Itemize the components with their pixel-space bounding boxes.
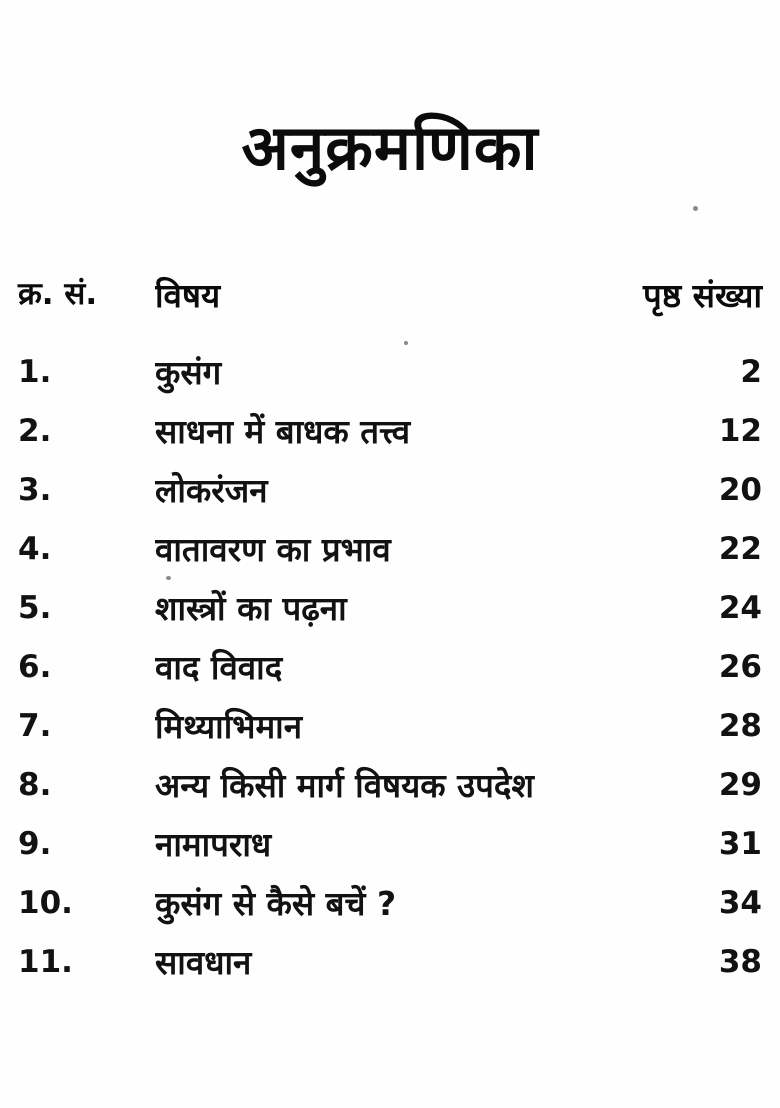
entry-serial: 7. (18, 707, 52, 744)
entry-page: 31 (718, 825, 762, 862)
entry-subject: वातावरण का प्रभाव (155, 530, 391, 569)
entry-subject: साधना में बाधक तत्त्व (155, 412, 411, 451)
entry-subject: वाद विवाद (155, 648, 283, 687)
entry-serial: 5. (18, 589, 52, 626)
entry-page: 2 (740, 353, 762, 390)
entry-serial: 3. (18, 471, 52, 508)
toc-row (18, 932, 762, 991)
entry-page: 20 (718, 471, 762, 508)
entry-serial: 8. (18, 766, 52, 803)
toc-row (18, 873, 762, 932)
header-subject: विषय (155, 276, 221, 315)
entry-subject: सावधान (155, 943, 252, 982)
header-serial-number: क्र. सं. (18, 276, 98, 312)
entry-subject: शास्त्रों का पढ़ना (155, 589, 347, 628)
header-page-number: पृष्ठ संख्या (643, 276, 762, 315)
entry-page: 26 (718, 648, 762, 685)
entry-serial: 9. (18, 825, 52, 862)
toc-row (18, 519, 762, 578)
entry-page: 28 (718, 707, 762, 744)
page-title: अनुक्रमणिका (241, 111, 539, 184)
entry-serial: 10. (18, 884, 73, 921)
toc-row (18, 814, 762, 873)
entry-serial: 1. (18, 353, 52, 390)
entry-page: 12 (718, 412, 762, 449)
toc-row (18, 342, 762, 401)
entry-page: 38 (718, 943, 762, 980)
entry-subject: मिथ्याभिमान (155, 707, 303, 746)
entry-page: 29 (718, 766, 762, 803)
entry-subject: कुसंग से कैसे बचें ? (155, 884, 397, 923)
entry-serial: 4. (18, 530, 52, 567)
toc-row (18, 401, 762, 460)
entry-page: 24 (718, 589, 762, 626)
scan-speck (693, 206, 698, 211)
entry-serial: 11. (18, 943, 73, 980)
toc-row (18, 755, 762, 814)
entry-subject: नामापराध (155, 825, 272, 864)
toc-row (18, 578, 762, 637)
entry-subject: अन्य किसी मार्ग विषयक उपदेश (155, 766, 534, 805)
entry-page: 34 (718, 884, 762, 921)
entry-page: 22 (718, 530, 762, 567)
entry-subject: लोकरंजन (155, 471, 268, 510)
entry-subject: कुसंग (155, 353, 222, 392)
entry-serial: 6. (18, 648, 52, 685)
entry-serial: 2. (18, 412, 52, 449)
toc-header-row (18, 272, 762, 342)
toc-row (18, 460, 762, 519)
table-of-contents (18, 272, 762, 991)
toc-row (18, 696, 762, 755)
toc-row (18, 637, 762, 696)
